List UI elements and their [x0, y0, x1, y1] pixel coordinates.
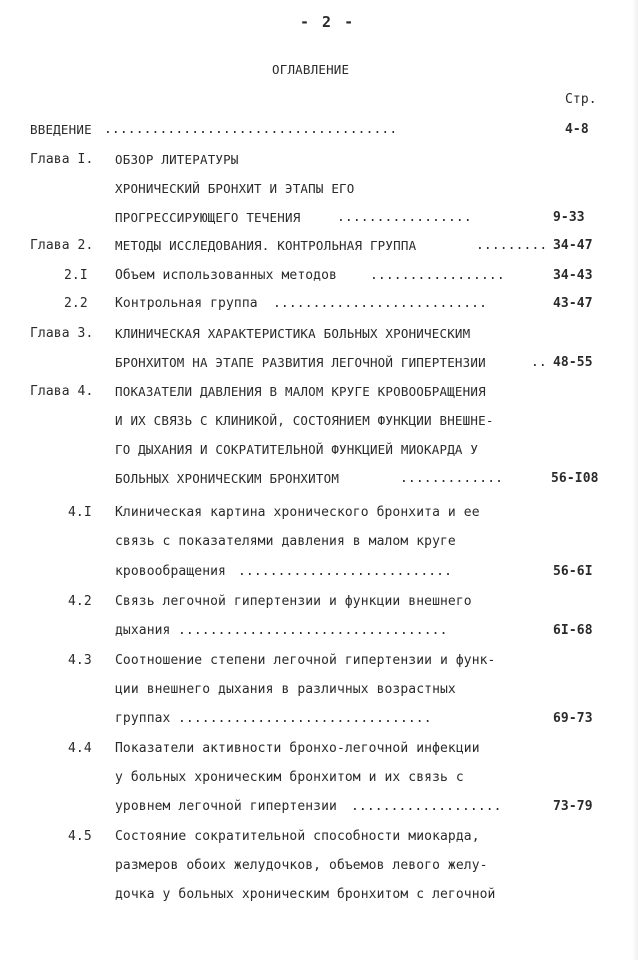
section-number: 4.3	[68, 653, 92, 668]
entry-title-line: уровнем легочной гипертензии	[115, 799, 337, 814]
entry-pages: 9-33	[553, 210, 585, 225]
entry-title-line: Клиническая картина хронического бронхита и ее	[115, 505, 480, 520]
entry-title: ВВЕДЕНИЕ	[30, 122, 92, 137]
entry-title-line: И ИХ СВЯЗЬ С КЛИНИКОЙ, СОСТОЯНИЕМ ФУНКЦИИ ВНЕШНЕ-	[115, 413, 494, 428]
dot-leader: ..................................	[178, 623, 448, 638]
entry-pages: 69-73	[553, 711, 593, 726]
dot-leader: ...........................	[273, 296, 488, 311]
page-column-label: Стр.	[565, 92, 597, 107]
entry-pages: 56-I08	[551, 471, 599, 486]
entry-title-line: ПОКАЗАТЕЛИ ДАВЛЕНИЯ В МАЛОМ КРУГЕ КРОВООБРАЩЕНИЯ	[115, 384, 486, 399]
section-number: 4.4	[68, 741, 92, 756]
entry-title: МЕТОДЫ ИССЛЕДОВАНИЯ. КОНТРОЛЬНАЯ ГРУППА	[115, 238, 417, 253]
entry-pages: 73-79	[553, 799, 593, 814]
entry-title-line: БОЛЬНЫХ ХРОНИЧЕСКИМ БРОНХИТОМ	[115, 471, 340, 486]
entry-title-line: ПРОГРЕССИРУЮЩЕГО ТЕЧЕНИЯ	[115, 210, 301, 225]
toc-heading: ОГЛАВЛЕНИЕ	[272, 62, 350, 77]
entry-title-line: Показатели активности бронхо-легочной инфекции	[115, 741, 480, 756]
dot-leader: ...........................	[238, 564, 453, 579]
entry-pages: 43-47	[553, 296, 593, 311]
entry-title-line: Соотношение степени легочной гипертензии и функ-	[115, 653, 496, 668]
entry-title-line: связь с показателями давления в малом круге	[115, 534, 456, 549]
page-number: - 2 -	[300, 13, 356, 31]
entry-pages: 34-43	[553, 268, 593, 283]
entry-title-line: группах	[115, 711, 171, 726]
entry-title-line: дочка у больных хроническим бронхитом с легочной	[115, 887, 496, 902]
entry-title-line: размеров обоих желудочков, объемов левого желу-	[115, 858, 488, 873]
entry-title: Контрольная группа	[115, 296, 258, 311]
entry-title-line: Состояние сократительной способности миокарда,	[115, 829, 480, 844]
entry-title-line: БРОНХИТОМ НА ЭТАПЕ РАЗВИТИЯ ЛЕГОЧНОЙ ГИПЕРТЕНЗИИ	[115, 355, 486, 370]
entry-title-line: ции внешнего дыхания в различных возрастных	[115, 682, 456, 697]
section-number: 2.2	[64, 296, 88, 311]
section-number: 4.2	[68, 594, 92, 609]
dot-leader: .................	[370, 268, 505, 283]
dot-leader: .....................................	[104, 122, 398, 137]
entry-title: Объем использованных методов	[115, 268, 337, 283]
chapter-label: Глава 3.	[30, 326, 94, 341]
chapter-label: Глава I.	[30, 152, 94, 167]
section-number: 4.5	[68, 829, 92, 844]
dot-leader: ...................	[351, 799, 502, 814]
entry-pages: 6I-68	[553, 623, 593, 638]
dot-leader: ................................	[178, 711, 432, 726]
dot-leader: ..	[531, 355, 547, 370]
chapter-label: Глава 4.	[30, 384, 94, 399]
entry-title-line: ХРОНИЧЕСКИЙ БРОНХИТ И ЭТАПЫ ЕГО	[115, 181, 355, 196]
entry-title-line: дыхания	[115, 623, 171, 638]
dot-leader: .............	[400, 471, 504, 486]
entry-pages: 34-47	[553, 238, 593, 253]
entry-title-line: кровообращения	[115, 564, 226, 579]
dot-leader: .........	[476, 238, 548, 253]
entry-pages: 4-8	[565, 122, 589, 137]
entry-title-line: КЛИНИЧЕСКАЯ ХАРАКТЕРИСТИКА БОЛЬНЫХ ХРОНИЧЕСКИМ	[115, 326, 471, 341]
section-number: 4.I	[68, 505, 92, 520]
chapter-label: Глава 2.	[30, 238, 94, 253]
entry-pages: 56-6I	[553, 564, 593, 579]
section-number: 2.I	[64, 268, 88, 283]
scan-edge-shadow	[632, 0, 638, 960]
entry-title-line: у больных хроническим бронхитом и их связь с	[115, 770, 464, 785]
dot-leader: .................	[337, 210, 472, 225]
entry-title-line: Связь легочной гипертензии и функции внешнего	[115, 594, 472, 609]
entry-pages: 48-55	[553, 355, 593, 370]
entry-title-line: ОБЗОР ЛИТЕРАТУРЫ	[115, 152, 239, 167]
entry-title-line: ГО ДЫХАНИЯ И СОКРАТИТЕЛЬНОЙ ФУНКЦИЕЙ МИОКАРДА У	[115, 442, 479, 457]
